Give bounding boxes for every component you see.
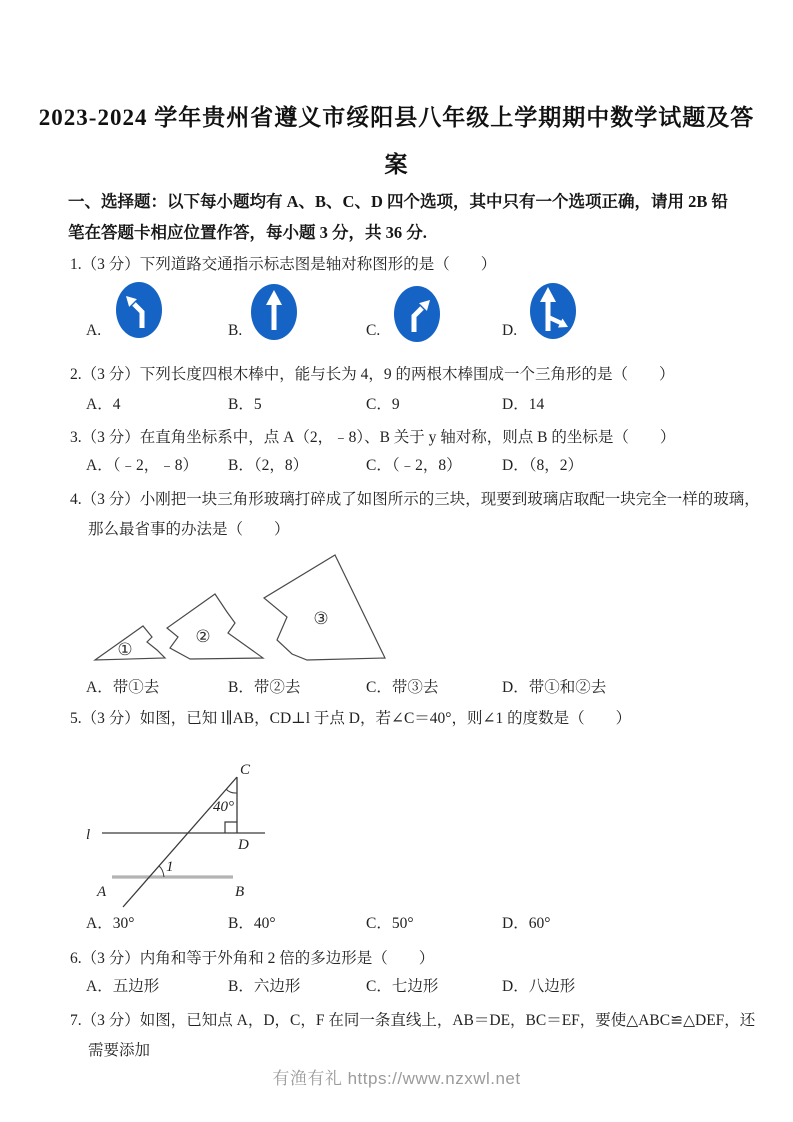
question-1-options [0, 322, 793, 346]
option-q3-a: A．（﹣2，﹣8） [86, 457, 198, 474]
option-q3-c: C．（﹣2，8） [366, 457, 462, 474]
option-q1-a: A. [86, 322, 102, 339]
question-3-options [0, 453, 793, 477]
section-1-header: 一、选择题：以下每小题均有 A、B、C、D 四个选项，其中只有一个选项正确，请用 2B 铅笔在答题卡相应位置作答，每小题 3 分，共 36 分. [68, 192, 729, 242]
exam-title: 2023-2024 学年贵州省遵义市绥阳县八年级上学期期中数学试题及答案 [38, 105, 755, 177]
glass-piece-3 [264, 555, 385, 660]
option-q6-b: B．六边形 [228, 978, 301, 995]
question-3-stem: 3.（3 分）在直角坐标系中，点 A（2，﹣8）、B 关于 y 轴对称，则点 B 的坐标是（ ） [70, 429, 676, 446]
option-q5-c: C．50° [366, 915, 414, 932]
footer-watermark: 有渔有礼 https://www.nzxwl.net [272, 1069, 521, 1088]
question-7-stem: 7.（3 分）如图，已知点 A，D，C，F 在同一条直线上，AB＝DE，BC＝EF，要使△ABC≌△DEF，还需要添加 [70, 1012, 756, 1059]
option-q6-a: A．五边形 [86, 978, 160, 995]
option-q5-d: D．60° [502, 915, 551, 932]
option-q2-a: A．4 [86, 396, 121, 413]
option-q3-d: D．（8，2） [502, 457, 583, 474]
option-q3-b: B．（2，8） [228, 457, 309, 474]
angle-1-arc [159, 866, 164, 877]
glass-piece-2-label: ② [195, 627, 211, 647]
line-label-l: l [86, 827, 91, 843]
point-label-b: B [235, 884, 245, 900]
option-q1-c: C. [366, 322, 381, 339]
glass-piece-2 [167, 594, 263, 659]
question-6-options [0, 974, 793, 998]
option-q4-b: B．带②去 [228, 679, 301, 696]
question-4-stem: 4.（3 分）小刚把一块三角形玻璃打碎成了如图所示的三块，现要到玻璃店取配一块完全一样的玻璃，那么最省事的办法是（ ） [70, 491, 760, 538]
point-label-d: D [238, 837, 249, 853]
glass-piece-3-label: ③ [313, 609, 329, 629]
question-2-stem: 2.（3 分）下列长度四根木棒中，能与长为 4，9 的两根木棒围成一个三角形的是（ ） [70, 366, 675, 383]
option-q2-b: B．5 [228, 396, 262, 413]
question-1-stem: 1.（3 分）下列道路交通指示标志图是轴对称图形的是（ ） [70, 256, 497, 273]
option-q1-b: B. [228, 322, 243, 339]
option-q1-d: D. [502, 322, 518, 339]
option-q6-d: D．八边形 [502, 978, 576, 995]
glass-piece-1-label: ① [117, 640, 133, 660]
option-q4-a: A．带①去 [86, 679, 160, 696]
option-q6-c: C．七边形 [366, 978, 439, 995]
angle-label-40: 40° [213, 799, 234, 815]
option-q4-c: C．带③去 [366, 679, 439, 696]
option-q5-b: B．40° [228, 915, 276, 932]
angle-c-arc [226, 789, 237, 793]
option-q5-a: A．30° [86, 915, 135, 932]
angle-label-1: 1 [166, 859, 174, 875]
option-q2-d: D．14 [502, 396, 545, 413]
point-label-a: A [97, 884, 107, 900]
broken-glass-figure [70, 545, 400, 670]
option-q2-c: C．9 [366, 396, 400, 413]
option-q4-d: D．带①和②去 [502, 679, 607, 696]
parallel-lines-figure [80, 748, 280, 910]
question-4-options [0, 675, 793, 699]
point-label-c: C [240, 762, 251, 778]
question-5-options [0, 911, 793, 935]
right-angle-mark [225, 822, 237, 833]
transversal-line [123, 777, 237, 907]
question-2-options [0, 392, 793, 416]
question-6-stem: 6.（3 分）内角和等于外角和 2 倍的多边形是（ ） [70, 950, 435, 967]
question-5-stem: 5.（3 分）如图，已知 l∥AB，CD⊥l 于点 D，若∠C＝40°，则∠1 的度数是（ ） [70, 710, 632, 727]
